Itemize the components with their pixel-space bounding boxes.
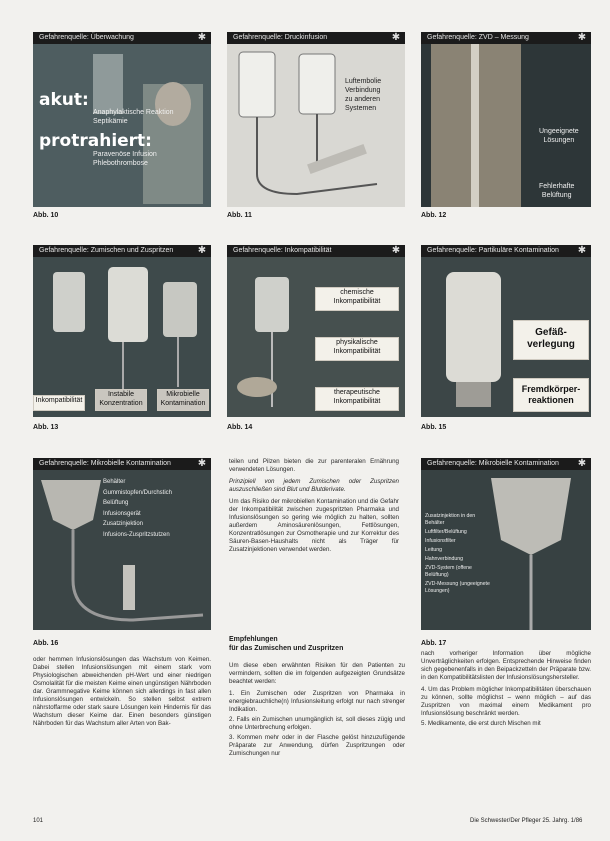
- list-item: Luftfilter/Belüftung: [425, 529, 467, 535]
- figure-13-box-3: Mikrobielle Kontamination: [157, 389, 209, 411]
- list-item: Gummistopfen/Durchstich: [103, 489, 173, 496]
- list-item: Hahnverbindung: [425, 556, 464, 562]
- body-column-1: oder hemmen Infusionslösungen das Wachstum von Keimen. Dabei stellen Infusionslösungen mit einem stark vom Physiologischen abweichenden pH-Wert und einer niedrigen Osmolalität für die meisten Keime einen ungünstigen Nährboden dar. Grammnegative Keime können sich allerdings in fast allen Infusionslösungen entwickeln. So stellen selbst extrem nährstoffarme oder stark saure Lösungen kein Hindernis für das Wachstum dieser Keime dar. Einen besonders günstigen Nährboden für das Wachstum aller Arten von Bak-: [33, 656, 211, 727]
- protrahiert-sub: Paravenöse Infusion Phlebothrombose: [93, 151, 157, 167]
- figure-15-box-2: Fremdkörper- reaktionen: [513, 378, 589, 412]
- figure-13-photo: [33, 257, 211, 392]
- figure-12-label-1: Ungeeignete Lösungen: [539, 128, 579, 144]
- figure-15: [421, 245, 591, 417]
- caption-14: Abb. 14: [227, 424, 253, 431]
- body-column-2: [229, 662, 405, 760]
- middle-para-1: teilen und Pilzen bieten die zur parenteralen Ernährung verwendeten Lösungen.: [229, 458, 399, 473]
- akut-sub: Anaphylaktische Reaktion Septikämie: [93, 109, 174, 125]
- figure-14-box-2: physikalische Inkompatibilität: [315, 337, 399, 361]
- caption-15: Abb. 15: [421, 424, 447, 431]
- list-item: Behälter: [103, 479, 126, 485]
- list-item: ZVD-Messung (ungeeignete Lösungen): [425, 581, 490, 594]
- caption-10: Abb. 10: [33, 212, 59, 219]
- logo-icon: ✱: [577, 458, 587, 469]
- figure-17-list: [425, 513, 495, 597]
- logo-icon: ✱: [197, 245, 207, 256]
- body-column-3: [421, 650, 591, 730]
- section-heading: Empfehlungen für das Zumischen und Zuspritzen: [229, 636, 344, 652]
- col3-intro: nach vorheriger Information über mögliche Unverträglichkeiten erfolgen. Entsprechende Hinweise finden sich gegebenenfalls in den Beipackzetteln der Präparate bzw. in den Kompatibilitätslisten der Infusionslösungshersteller.: [421, 650, 591, 681]
- figure-17: [421, 458, 591, 630]
- caption-11: Abb. 11: [227, 212, 252, 219]
- caption-12: Abb. 12: [421, 212, 447, 219]
- middle-text: [229, 458, 399, 558]
- figure-14-box-1: chemische Inkompatibilität: [315, 287, 399, 311]
- figure-10: [33, 32, 211, 207]
- figure-12-title: Gefahrenquelle: ZVD – Messung: [421, 32, 591, 44]
- caption-16: Abb. 16: [33, 640, 59, 647]
- list-item: Leitung: [425, 547, 443, 553]
- list-item: Zusatzinjektion in den Behälter: [425, 513, 476, 526]
- logo-icon: ✱: [391, 245, 401, 256]
- figure-12: [421, 32, 591, 207]
- list-item: 4. Um das Problem möglicher Inkompatibilitäten überschauen zu können, sollte möglichst – wenn möglich – auf das Zuspritzen von maximal einem Medikament pro Infusionslösung beschränkt werden.: [421, 686, 591, 717]
- figure-16-list: [103, 478, 172, 541]
- figure-11-title: Gefahrenquelle: Druckinfusion: [227, 32, 405, 44]
- figure-16-title: Gefahrenquelle: Mikrobielle Kontamination: [33, 458, 211, 470]
- figure-17-title: Gefahrenquelle: Mikrobielle Kontamination: [421, 458, 591, 470]
- logo-icon: ✱: [197, 32, 207, 43]
- list-item: Infusions-Zuspritzstutzen: [103, 531, 170, 538]
- list-item: Infusionsfilter: [425, 538, 456, 544]
- list-item: 1. Ein Zumischen oder Zuspritzen von Pharmaka in energiebrauchliche(n) Infusionsleitung erfolgt nur nach strenger Indikation.: [229, 690, 405, 713]
- figure-11: [227, 32, 405, 207]
- list-item: 2. Falls ein Zumischen unumgänglich ist, soll dieses zügig und ohne Unterbrechung erfolgen.: [229, 716, 405, 731]
- list-item: Belüftung: [103, 500, 129, 506]
- logo-icon: ✱: [197, 458, 207, 469]
- protrahiert-label: protrahiert:: [39, 131, 152, 151]
- figure-13: [33, 245, 211, 417]
- list-item: 5. Medikamente, die erst durch Mischen mit: [421, 720, 541, 727]
- journal-footer: Die Schwester/Der Pfleger 25. Jahrg. 1/86: [470, 818, 583, 824]
- figure-13-box-1: Inkompatibilität: [33, 395, 85, 411]
- figure-15-box-1: Gefäß- verlegung: [513, 320, 589, 360]
- figure-12-label-2: Fehlerhafte Belüftung: [539, 183, 575, 199]
- figure-11-photo: [227, 44, 405, 207]
- akut-label: akut:: [39, 90, 89, 110]
- middle-para-2: Prinzipiell von jedem Zumischen oder Zuspritzen auszuschließen sind Blut und Blutderivate.: [229, 478, 399, 493]
- caption-13: Abb. 13: [33, 424, 59, 431]
- figure-16: [33, 458, 211, 630]
- figure-11-label: Luftembolie Verbindung zu anderen Systemen: [345, 78, 382, 112]
- figure-13-title: Gefahrenquelle: Zumischen und Zuspritzen: [33, 245, 211, 257]
- list-item: Infusionsgerät: [103, 510, 141, 517]
- figure-14: [227, 245, 405, 417]
- caption-17: Abb. 17: [421, 640, 447, 647]
- figure-13-box-2: Instabile Konzentration: [95, 389, 147, 411]
- page-number: 101: [33, 818, 44, 824]
- figure-10-title: Gefahrenquelle: Überwachung: [33, 32, 211, 44]
- logo-icon: ✱: [577, 32, 587, 43]
- list-item: Zusatzinjektion: [103, 521, 144, 527]
- logo-icon: ✱: [391, 32, 401, 43]
- logo-icon: ✱: [577, 245, 587, 256]
- list-item: 3. Kommen mehr oder in der Flasche gelöst hinzuzufügende Präparate zur Anwendung, dürfen Zuspritzungen oder Zumischungen nur: [229, 734, 405, 757]
- col2-intro: Um diese eben erwähnten Risiken für den Patienten zu vermindern, sollten die im folgenden aufgezeigten Grundsätze beachtet werden:: [229, 662, 405, 685]
- middle-para-3: Um das Risiko der mikrobiellen Kontamination und die Gefahr der Inkompatibilität zwischen zugespritzten Pharmaka und Infusionslösungen so gering wie möglich zu halten, sollten außerdem Aminosäurenlösungen, Fettlösungen, Konzentratlösungen zur Osmotherapie und zur Korrektur des Säuren-Basen-Haushalts nicht als Träger für Zusatzinjektionen verwendet werden.: [229, 498, 399, 553]
- list-item: ZVD-System (offene Belüftung): [425, 565, 472, 578]
- figure-15-title: Gefahrenquelle: Partikuläre Kontamination: [421, 245, 591, 257]
- figure-14-box-3: therapeutische Inkompatibilität: [315, 387, 399, 411]
- figure-14-title: Gefahrenquelle: Inkompatibilität: [227, 245, 405, 257]
